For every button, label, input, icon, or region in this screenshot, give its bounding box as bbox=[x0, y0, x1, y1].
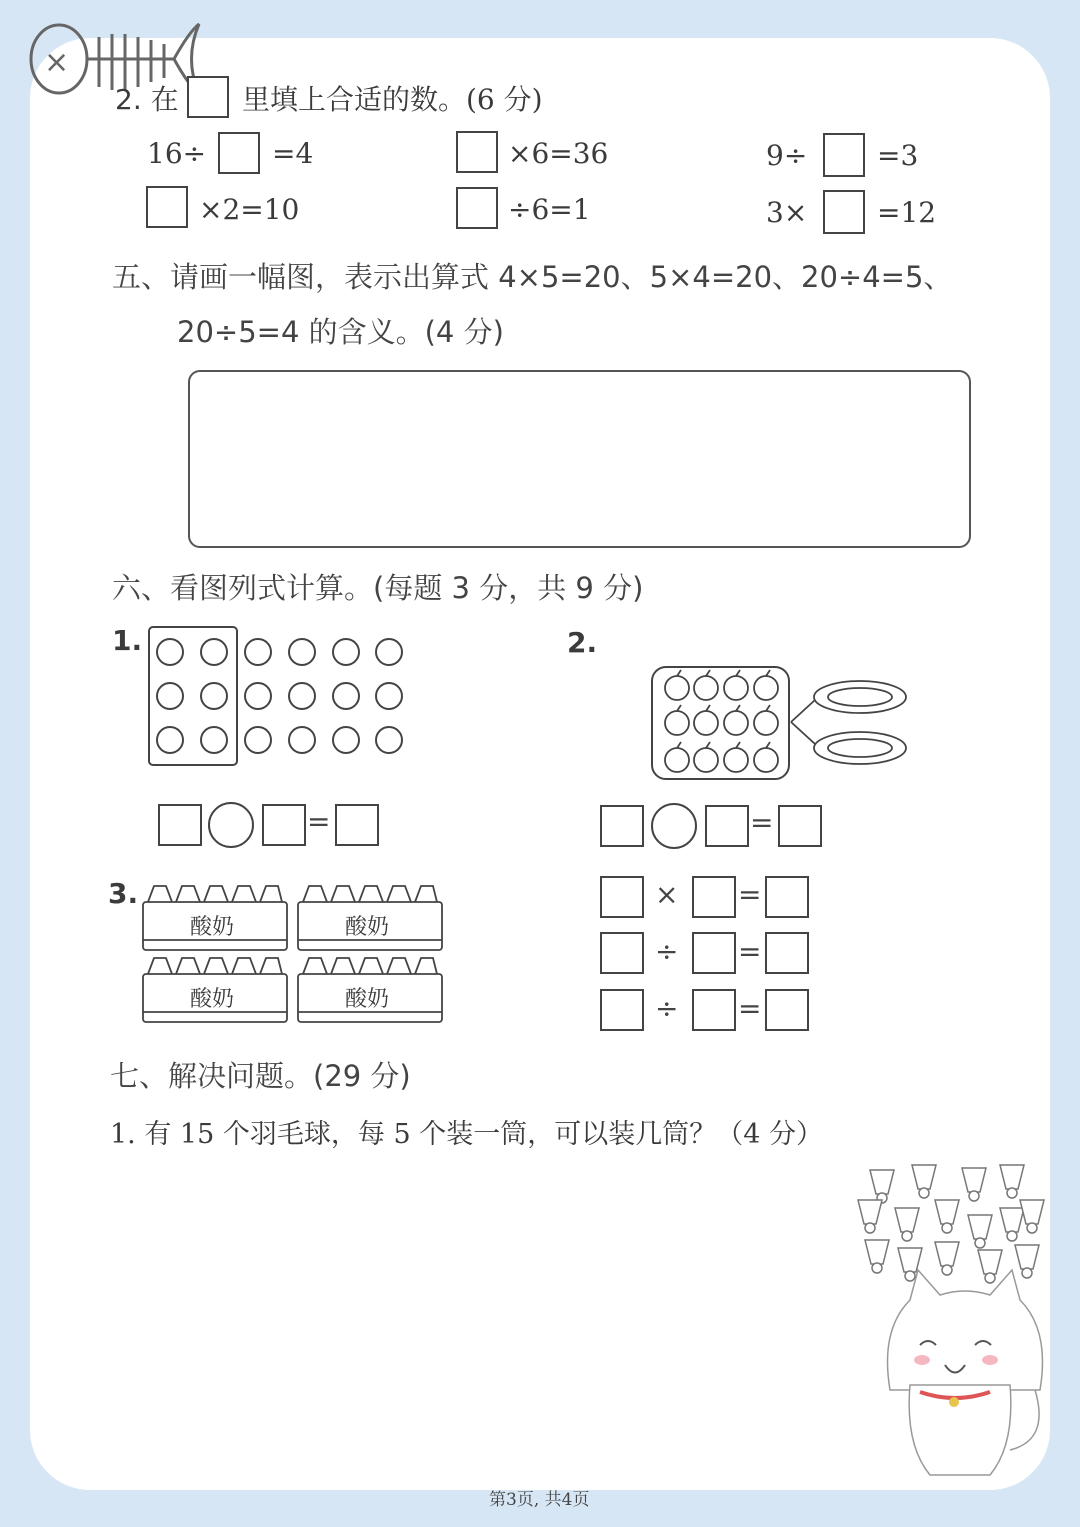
yogurt-label-2: 酸奶 bbox=[345, 915, 390, 940]
eq4-right: ×2=10 bbox=[199, 193, 300, 226]
eq5-right: ÷6=1 bbox=[508, 193, 591, 226]
p1-box-b[interactable] bbox=[262, 804, 306, 846]
p3-row3-box-result[interactable] bbox=[765, 989, 809, 1031]
example-box bbox=[187, 76, 229, 118]
p1-operator-circle[interactable] bbox=[208, 802, 254, 848]
eq2-right: ×6=36 bbox=[508, 137, 609, 170]
page-footer: 第3页, 共4页 bbox=[489, 1490, 590, 1510]
p3-row1-box-result[interactable] bbox=[765, 876, 809, 918]
eq3-right: =3 bbox=[877, 139, 919, 172]
p3-row1-box-a[interactable] bbox=[600, 876, 644, 918]
p3-row3-box-b[interactable] bbox=[692, 989, 736, 1031]
p2-box-a[interactable] bbox=[600, 805, 644, 847]
eq6-left: 3× bbox=[766, 196, 808, 229]
q2-instruction: 里填上合适的数。(6 分) bbox=[242, 83, 543, 116]
circle-array-figure bbox=[140, 620, 420, 775]
eq4-answer-box[interactable] bbox=[146, 186, 188, 228]
problem3-label: 3. bbox=[108, 877, 139, 910]
p3-row2-box-a[interactable] bbox=[600, 932, 644, 974]
p3-row1-equals: = bbox=[738, 878, 762, 911]
eq1-left: 16÷ bbox=[147, 137, 207, 170]
p1-box-a[interactable] bbox=[158, 804, 202, 846]
eq2-answer-box[interactable] bbox=[456, 131, 498, 173]
section6-title: 六、看图列式计算。(每题 3 分，共 9 分) bbox=[112, 571, 644, 605]
yogurt-figure bbox=[140, 880, 445, 1030]
eq3-left: 9÷ bbox=[766, 139, 808, 172]
yogurt-label-3: 酸奶 bbox=[190, 987, 235, 1012]
p3-row2-box-b[interactable] bbox=[692, 932, 736, 974]
eq5-answer-box[interactable] bbox=[456, 187, 498, 229]
eq1-answer-box[interactable] bbox=[218, 132, 260, 174]
p2-box-result[interactable] bbox=[778, 805, 822, 847]
drawing-area[interactable] bbox=[188, 370, 971, 548]
eq6-right: =12 bbox=[877, 196, 937, 229]
p3-row1-box-b[interactable] bbox=[692, 876, 736, 918]
p2-box-b[interactable] bbox=[705, 805, 749, 847]
apples-plates-figure bbox=[645, 660, 915, 785]
p2-operator-circle[interactable] bbox=[651, 803, 697, 849]
eq6-answer-box[interactable] bbox=[823, 190, 865, 234]
svg-text:×: × bbox=[44, 45, 70, 80]
p1-equals: = bbox=[307, 805, 331, 838]
p3-row3-equals: = bbox=[738, 992, 762, 1025]
p1-box-result[interactable] bbox=[335, 804, 379, 846]
section5-line2: 20÷5=4 的含义。(4 分) bbox=[177, 315, 504, 349]
yogurt-label-4: 酸奶 bbox=[345, 987, 390, 1012]
p3-row3-box-a[interactable] bbox=[600, 989, 644, 1031]
problem2-label: 2. bbox=[567, 626, 598, 659]
yogurt-label-1: 酸奶 bbox=[190, 915, 235, 940]
p2-equals: = bbox=[750, 806, 774, 839]
eq3-answer-box[interactable] bbox=[823, 133, 865, 177]
section7-q1: 1. 有 15 个羽毛球，每 5 个装一筒，可以装几筒？（4 分） bbox=[110, 1119, 823, 1150]
p3-row2-divide: ÷ bbox=[655, 935, 679, 968]
p3-row1-times: × bbox=[655, 878, 679, 911]
section7-title: 七、解决问题。(29 分) bbox=[110, 1059, 411, 1093]
shuttlecock-cat-illustration bbox=[850, 1160, 1050, 1480]
section5-line1: 五、请画一幅图，表示出算式 4×5=20、5×4=20、20÷4=5、 bbox=[112, 260, 953, 294]
eq1-right: =4 bbox=[272, 137, 314, 170]
answer-area[interactable] bbox=[110, 1160, 840, 1460]
q2-prefix: 2. 在 bbox=[115, 83, 179, 116]
p3-row3-divide: ÷ bbox=[655, 992, 679, 1025]
p3-row2-box-result[interactable] bbox=[765, 932, 809, 974]
problem1-label: 1. bbox=[112, 624, 143, 657]
p3-row2-equals: = bbox=[738, 935, 762, 968]
